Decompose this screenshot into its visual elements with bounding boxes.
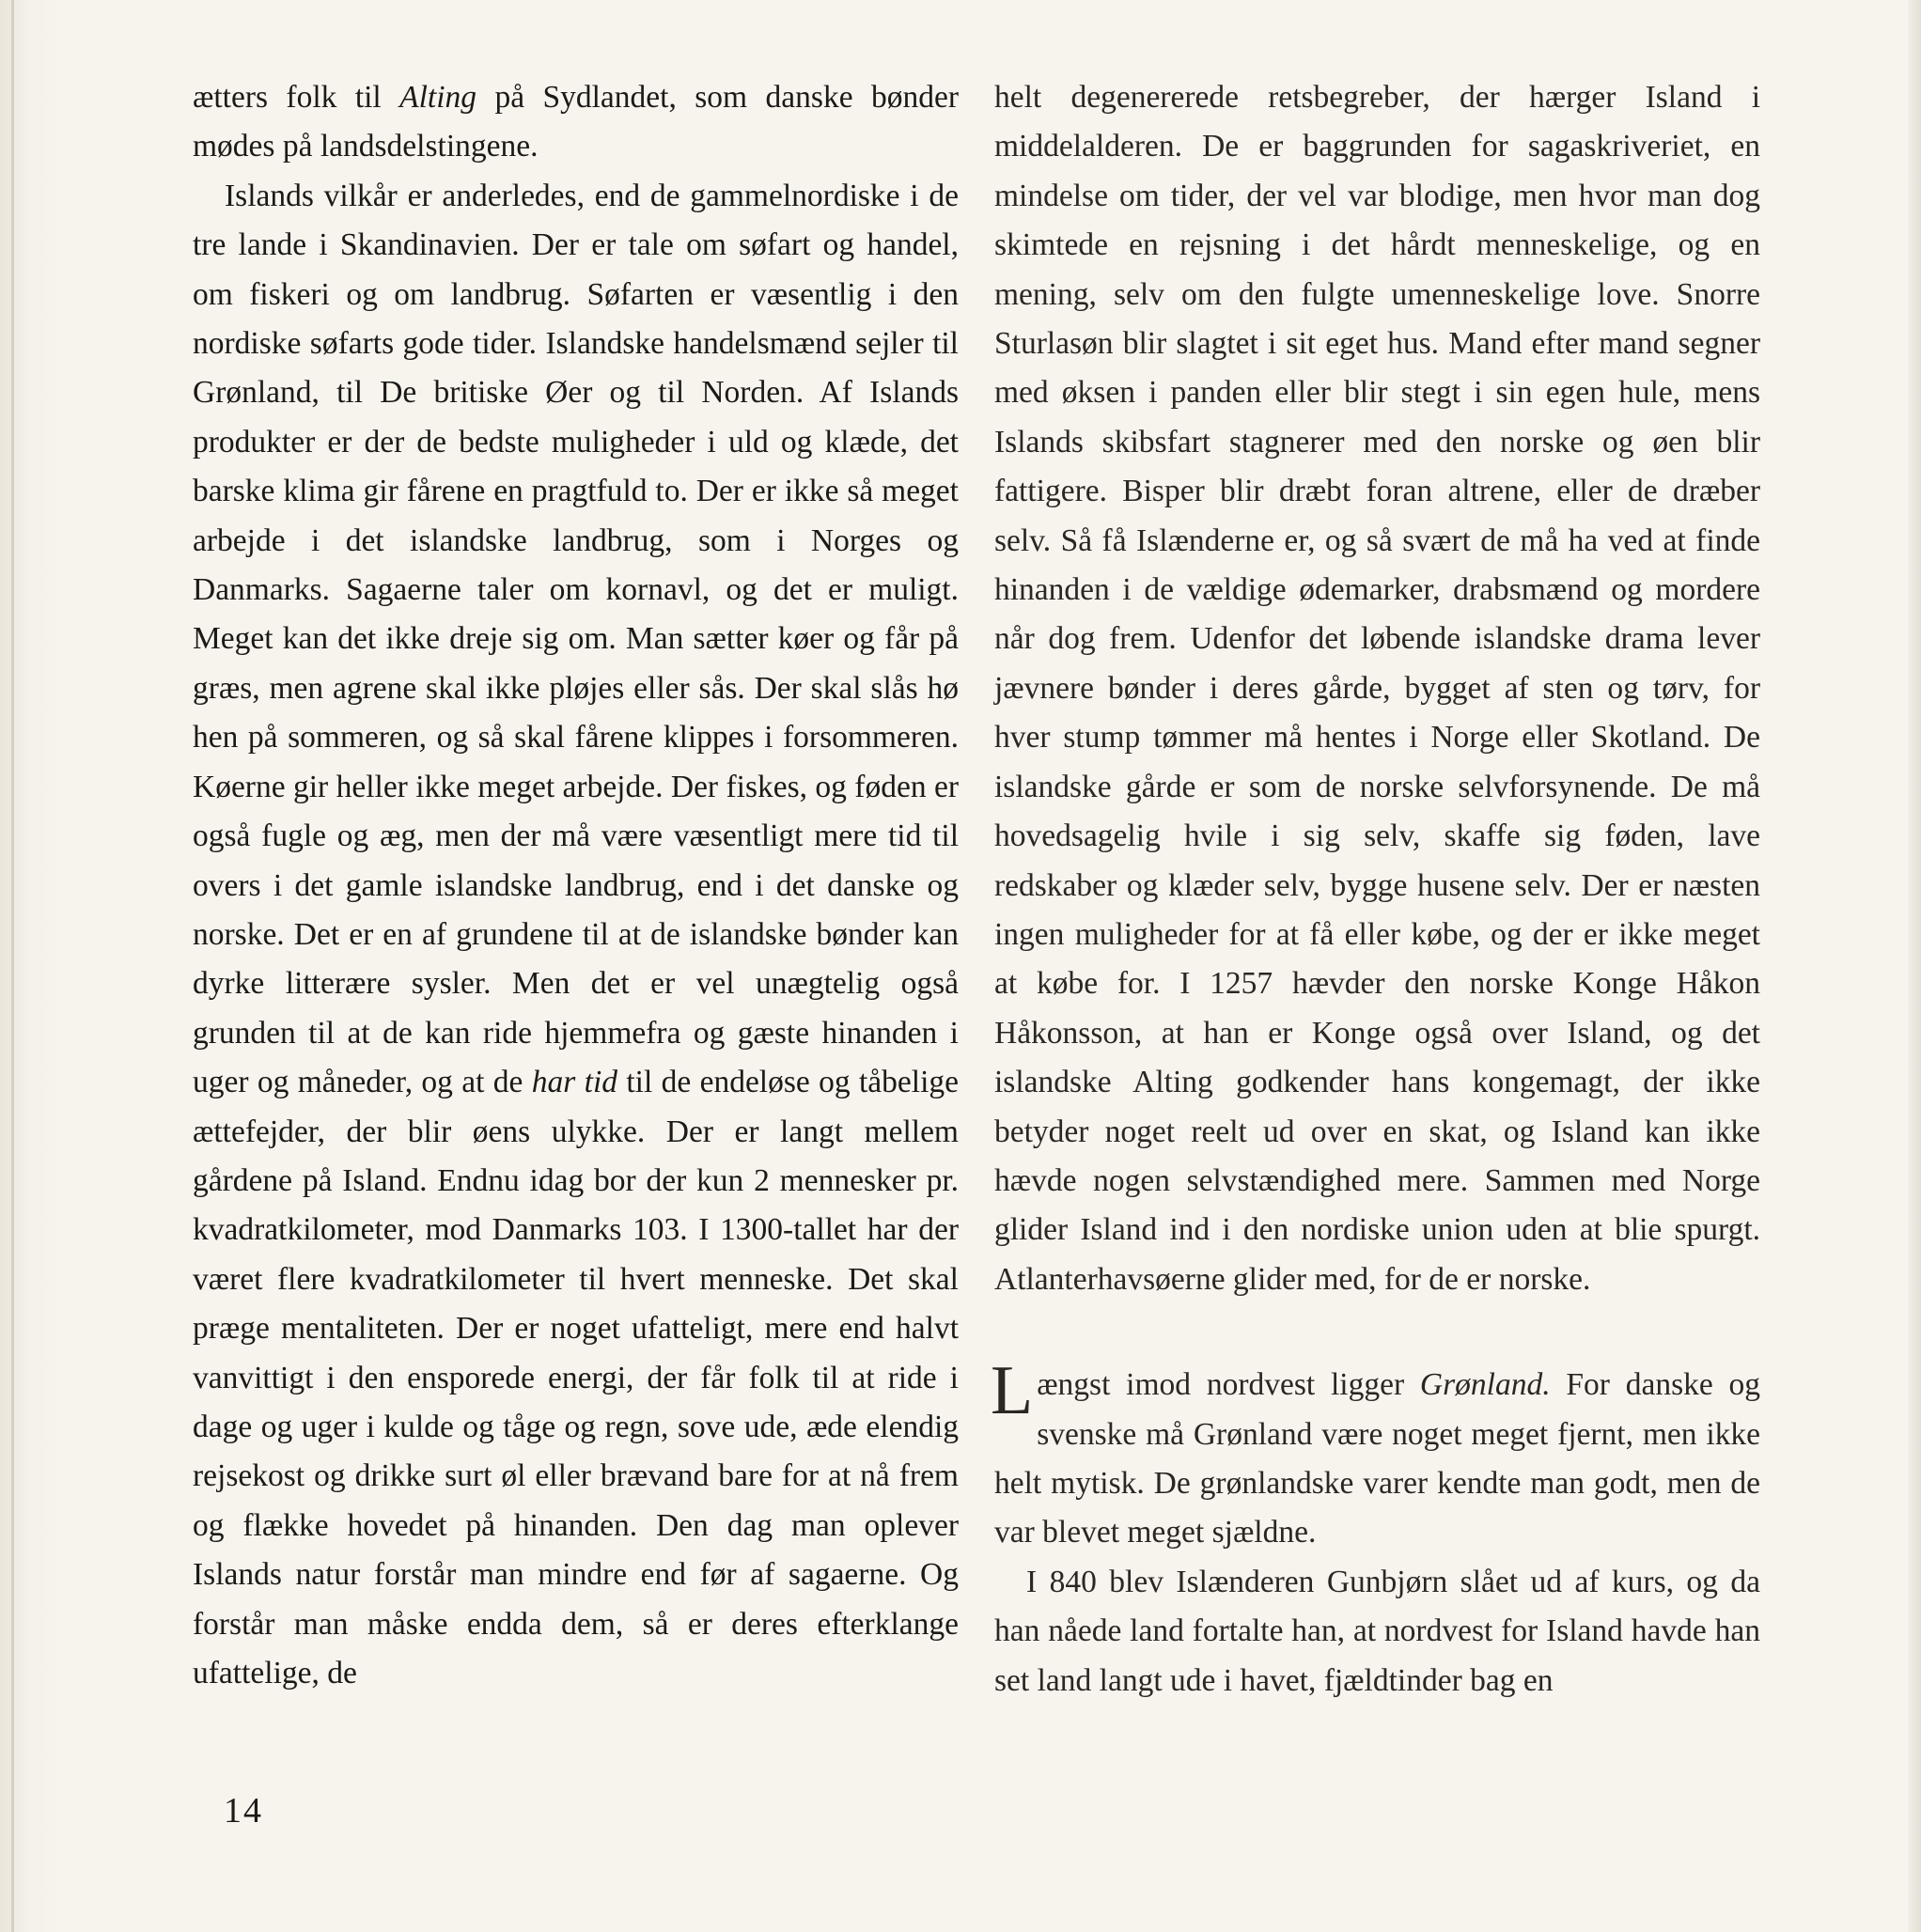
text-run: på Sydlandet, som danske bønder mødes på landsdelstingene. (193, 80, 959, 164)
left-column (193, 73, 959, 1698)
text-run: ængst imod nordvest ligger (1037, 1367, 1420, 1403)
right-paragraph-1 (994, 73, 1760, 1304)
text-run: ætters folk til (193, 80, 400, 115)
drop-cap: L (991, 1352, 1034, 1430)
left-paragraph-2 (193, 172, 959, 1699)
left-paragraph-1 (193, 73, 959, 172)
italic-term: har tid (531, 1065, 617, 1100)
italic-term: Alting (399, 80, 477, 115)
text-run: helt degenererede retsbegreber, der hærger Island i middelalderen. De er baggrunden for sagaskriveriet, en mindelse om tider, der vel var blodige, men hvor man dog skimtede en rejsning i det hårdt menneskelige, og en mening, selv om den fulgte umenneskelige love. Snorre Sturlasøn blir slagtet i sit eget hus. Mand efter mand segner med øksen i panden eller blir stegt i sin egen hule, mens Islands skibsfart stagnerer med den norske og øen blir fattigere. Bisper blir dræbt foran altrene, eller de dræber selv. Så få Islænderne er, og så svært de må ha ved at finde hinanden i de vældige ødemarker, drabsmænd og mordere når dog frem. Udenfor det løbende islandske drama lever jævnere bønder i deres gårde, bygget af sten og tørv, for hver stump tømmer må hentes i Norge eller Skotland. De islandske gårde er som de norske selvforsynende. De må hovedsagelig hvile i sig selv, skaffe sig føden, lave redskaber og klæder selv, bygge husene selv. Der er næsten ingen muligheder for at få eller købe, og der er ikke meget at købe for. I 1257 hævder den norske Konge Håkon Håkonsson, at han er Konge også over Island, og det islandske Alting godkender hans kongemagt, der ikke betyder noget reelt ud over en skat, og Island kan ikke hævde nogen selvstændighed mere. Sammen med Norge glider Island ind i den nordiske union uden at blie spurgt. Atlanterhavsøerne glider med, for de er norske. (994, 80, 1760, 1297)
text-run: Islands vilkår er anderledes, end de gammelnordiske i de tre lande i Skandinavien. Der er tale om søfart og handel, om fiskeri og om landbrug. Søfarten er væsentlig i den nordiske søfarts gode tider. Islandske handelsmænd sejler til Grønland, til De britiske Øer og til Norden. Af Islands produkter er der de bedste muligheder i uld og klæde, det barske klima gir fårene en pragtfuld to. Der er ikke så meget arbejde i det islandske landbrug, som i Norges og Danmarks. Sagaerne taler om kornavl, og det er muligt. Meget kan det ikke dreje sig om. Man sætter køer og får på græs, men agrene skal ikke pløjes eller sås. Der skal slås hø hen på sommeren, og så skal fårene klippes i forsommeren. Køerne gir heller ikke meget arbejde. Der fiskes, og føden er også fugle og æg, men der må være væsentligt mere tid til overs i det gamle islandske landbrug, end i det danske og norske. Det er en af grundene til at de islandske bønder kan dyrke litterære sysler. Men det er vel unægtelig også grunden til at de kan ride hjemmefra og gæste hinanden i uger og måneder, og at de (193, 178, 959, 1100)
italic-term: Grønland. (1419, 1367, 1551, 1403)
text-run: For danske og svenske må Grønland være noget meget fjernt, men ikke helt mytisk. De grønlandske varer kendte man godt, men de var blevet meget sjældne. (994, 1367, 1761, 1550)
page-number: 14 (224, 1791, 263, 1831)
right-column (991, 73, 1761, 1706)
text-run: I 840 blev Islænderen Gunbjørn slået ud af kurs, og da han nåede land fortalte han, at nordvest for Island havde han set land langt ude i havet, fjældtinder bag en (994, 1564, 1760, 1698)
text-run: til de endeløse og tåbelige ættefejder, der blir øens ulykke. Der er langt mellem gårdene på Island. Endnu idag bor der kun 2 mennesker pr. kvadratkilometer, mod Danmarks 103. I 1300-tallet har der været flere kvadratkilometer til hvert menneske. Det skal præge mentaliteten. Der er noget ufatteligt, mere end halvt vanvittigt i den ensporede energi, der får folk til at ride i dage og uger i kulde og tåge og regn, sove ude, æde elendig rejsekost og drikke surt øl eller brævand bare for at nå frem og flække hovedet på hinanden. Den dag man oplever Islands natur forstår man mindre end før af sagaerne. Og forstår man måske endda dem, så er deres efterklange ufattelige, de (193, 1065, 959, 1690)
right-paragraph-3 (994, 1558, 1760, 1706)
page-edge (1908, 0, 1921, 1932)
binding-gutter (11, 0, 14, 1932)
right-paragraph-2 (991, 1352, 1761, 1558)
